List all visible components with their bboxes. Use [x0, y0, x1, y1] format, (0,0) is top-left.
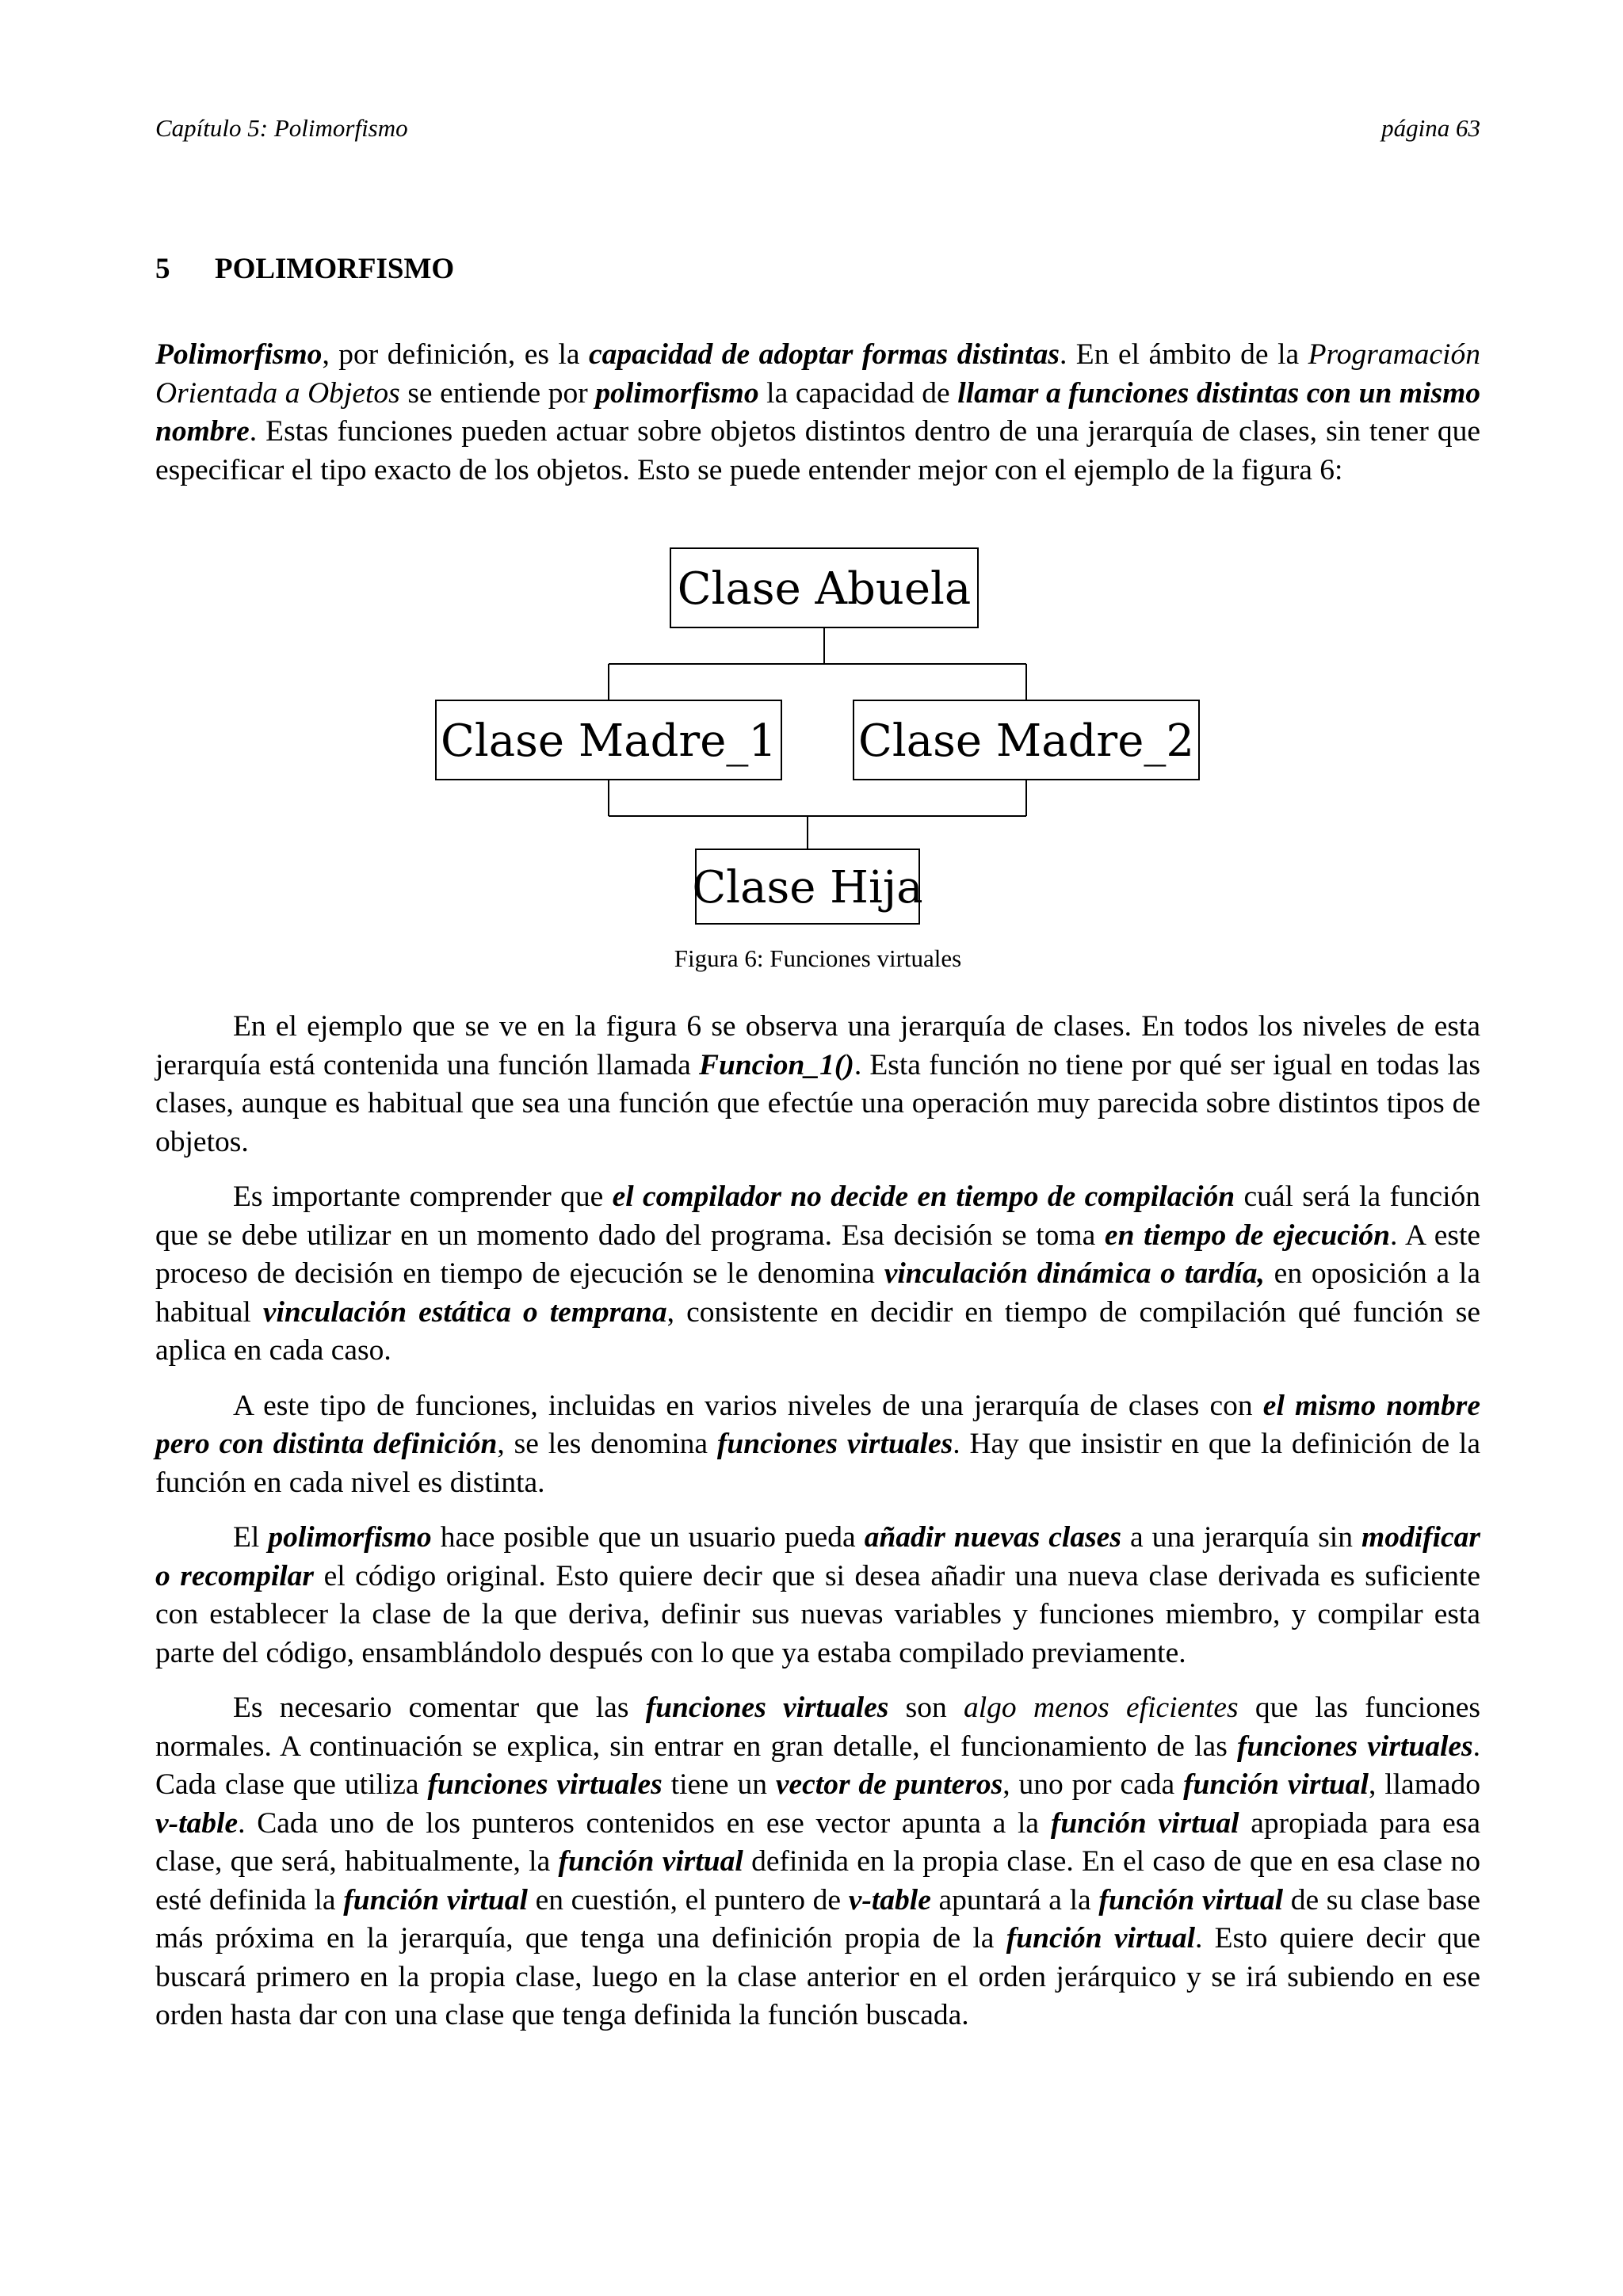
emphasis-text: polimorfismo — [595, 376, 759, 410]
emphasis-text: el compilador no decide en tiempo de compilación — [612, 1180, 1235, 1213]
text-run: apropiada para esa clase, que será, habitualmente, la — [155, 1806, 1481, 1878]
emphasis-text: vinculación estática o temprana — [262, 1295, 667, 1329]
text-run: la capacidad de — [758, 376, 958, 410]
paragraph-3 — [155, 1387, 1480, 1503]
text-run: apuntará a la — [930, 1883, 1099, 1917]
text-run: en cuestión, el puntero de — [527, 1883, 849, 1917]
emphasis-text: añadir nuevas clases — [864, 1521, 1121, 1554]
text-run: tiene un — [662, 1768, 776, 1801]
emphasis-text: funciones virtuales — [716, 1428, 953, 1460]
text-run: En el ejemplo que se ve en la figura 6 se observa una jerarquía de clases. En todos los niveles de esta jerarquía está contenida una función llamada — [155, 1010, 1480, 1081]
text-run: que las funciones normales. A continuación se explica, sin entrar en gran detalle, el funcionamiento de las — [155, 1691, 1480, 1763]
connector-bottom — [609, 780, 1026, 849]
emphasis-text: función virtual — [1050, 1806, 1239, 1840]
text-run: , por definición, es la — [322, 338, 590, 371]
paragraph-4 — [155, 1519, 1480, 1672]
emphasis-text: v-table — [155, 1806, 239, 1840]
text-run: . Cada clase que utiliza — [155, 1730, 1480, 1801]
emphasis-text: funciones virtuales — [645, 1691, 889, 1724]
text-run: . A este proceso de decisión en tiempo de ejecución se le denomina — [155, 1219, 1481, 1290]
emphasis-text: polimorfismo — [268, 1521, 432, 1554]
connector-top — [609, 627, 1026, 700]
text-run: , se les denomina — [497, 1428, 717, 1460]
term-polimorfismo: Polimorfismo — [155, 338, 323, 371]
emphasis-text: funciones virtuales — [1236, 1730, 1473, 1763]
emphasis-text: funciones virtuales — [427, 1768, 663, 1801]
text-run: se entiende por — [399, 376, 596, 410]
italic-text: Programación Orientada a Objetos — [155, 338, 1480, 410]
emphasis-text: función virtual — [1098, 1883, 1284, 1917]
body-block — [155, 1008, 1480, 2052]
emphasis-text: el mismo nombre pero con distinta definición — [155, 1389, 1480, 1460]
emphasis-text: v-table — [848, 1883, 931, 1917]
emphasis-text: Funcion_1() — [698, 1048, 854, 1081]
text-run: a una jerarquía sin — [1121, 1521, 1362, 1554]
section-title: POLIMORFISMO — [215, 253, 455, 285]
text-run: . Hay que insistir en que la definición de la función en cada nivel es distinta. — [155, 1428, 1480, 1499]
figure-caption: Figura 6: Funciones virtuales — [674, 944, 962, 972]
paragraph-2 — [155, 1178, 1480, 1371]
text-run: en oposición a la habitual — [155, 1257, 1480, 1329]
emphasis-text: vinculación dinámica o tardía, — [884, 1257, 1265, 1290]
text-run: , llamado — [1368, 1768, 1481, 1801]
emphasis-text: vector de punteros — [775, 1768, 1003, 1801]
text-run: Es necesario comentar que las — [233, 1691, 646, 1724]
text-run: A este tipo de funciones, incluidas en varios niveles de una jerarquía de clases con — [233, 1389, 1263, 1422]
emphasis-text: modificar o recompilar — [155, 1521, 1481, 1592]
label-clase-madre-2: Clase Madre_2 — [858, 715, 1194, 767]
paragraph-1 — [155, 1008, 1480, 1161]
text-run: Es importante comprender que — [233, 1180, 613, 1213]
text-run: . Cada uno de los punteros contenidos en ese vector apunta a la — [238, 1806, 1051, 1840]
text-run: . En el ámbito de la — [1059, 338, 1308, 371]
emphasis-text: función virtual — [1006, 1922, 1196, 1955]
emphasis-text: en tiempo de ejecución — [1104, 1219, 1390, 1252]
text-run: cuál será la función que se debe utilizar en un momento dado del programa. Esa decisión se toma — [155, 1180, 1480, 1252]
text-run: de su clase base más próxima en la jerarquía, que tenga una definición propia de la — [155, 1883, 1481, 1955]
label-clase-madre-1: Clase Madre_1 — [441, 715, 777, 767]
label-clase-abuela: Clase Abuela — [677, 563, 972, 615]
emphasis-text: función virtual — [558, 1845, 743, 1878]
text-run: definida en la propia clase. En el caso de que en esa clase no esté definida la — [155, 1845, 1480, 1917]
page-number: página 63 — [1381, 114, 1480, 142]
class-hierarchy-diagram — [0, 0, 1623, 951]
text-run: , consistente en decidir en tiempo de compilación qué función se aplica en cada caso. — [155, 1295, 1480, 1367]
text-run: . Estas funciones pueden actuar sobre objetos distintos dentro de una jerarquía de clases, sin tener que especificar el tipo exacto de los objetos. Esto se puede entender mejor con el ejemplo de la figura 6: — [155, 415, 1480, 486]
text-run: . Esto quiere decir que buscará primero en la propia clase, luego en la clase anterior en el orden jerárquico y se irá subiendo en ese orden hasta dar con una clase que tenga definida la función buscada. — [155, 1922, 1481, 2031]
text-run: El — [233, 1521, 269, 1554]
paragraph-5 — [155, 1689, 1480, 2035]
emphasis-text: capacidad de adoptar formas distintas — [589, 338, 1060, 371]
emphasis-text: llamar a funciones distintas con un mismo nombre — [155, 376, 1480, 448]
section-number: 5 — [155, 253, 170, 285]
text-run: el código original. Esto quiere decir que si desea añadir una nueva clase derivada es suficiente con establecer la clase de la que deriva, definir sus nuevas variables y funciones miembro, y compilar esta parte del código, ensamblándolo después con lo que ya estaba compilado previamente. — [155, 1559, 1480, 1669]
text-run: hace posible que un usuario pueda — [431, 1521, 865, 1554]
text-run: , uno por cada — [1002, 1768, 1184, 1801]
text-run: . Esta función no tiene por qué ser igual en todas las clases, aunque es habitual que sea una función que efectúe una operación muy parecida sobre distintos tipos de objetos. — [155, 1048, 1480, 1158]
text-run: son — [888, 1691, 964, 1724]
emphasis-text: función virtual — [1183, 1768, 1369, 1801]
chapter-title: Capítulo 5: Polimorfismo — [155, 114, 408, 142]
label-clase-hija: Clase Hija — [692, 862, 923, 913]
emphasis-text: función virtual — [343, 1883, 528, 1917]
italic-text: algo menos eficientes — [964, 1691, 1239, 1724]
